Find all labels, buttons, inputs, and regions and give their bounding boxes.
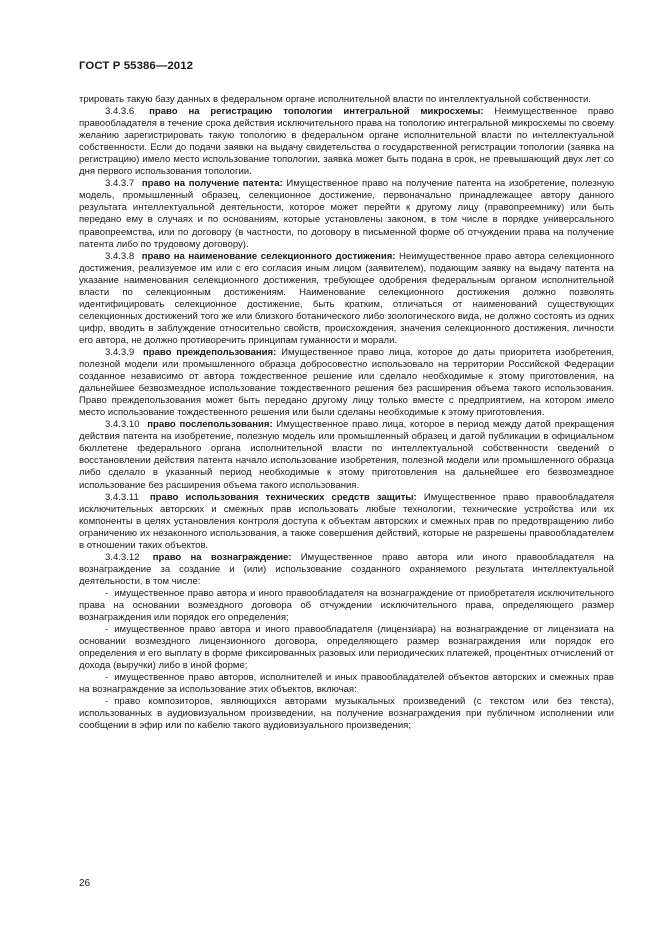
clause-3-4-3-9 (79, 347, 614, 419)
clause-term: право на регистрацию топологии интегральной микросхемы: (149, 106, 484, 118)
list-item (79, 624, 614, 672)
clause-number: 3.4.3.11 (105, 491, 139, 503)
clause-term: право использования технических средств защиты: (149, 491, 417, 503)
clause-definition: Неимущественное право автора селекционного достижения, реализуемое им или с его согласия иным лицом (заявителем), подающим заявку на выдачу патента на указание наименования селекционного достижения, требующее одобрения федеральным органом исполнительной власти по селекционным достижениям. Наименование селекционного достижения должно позволять идентифицировать селекционное достижение, быть кратким, отличаться от наименований существующих селекционных достижений того же или близкого ботанического либо зоологического вида, не должно состоять из одних цифр, вводить в заблуждение относительно свойств, происхождения, значения селекционного достижения, личности его автора, не должно противоречить принципам гуманности и морали. (79, 250, 615, 346)
clause-number: 3.4.3.8 (105, 250, 135, 262)
list-item (79, 672, 614, 696)
list-item-text: имущественное право автора и иного правообладателя на вознаграждение от приобретателя исключительного права на основании возмездного договора об отчуждении исключительного права, определяющего размер вознаграждения или порядок его определения; (79, 587, 614, 624)
list-item (79, 696, 614, 732)
list-dash: - (105, 624, 109, 636)
clause-number: 3.4.3.7 (105, 178, 135, 190)
clause-term: право на вознаграждение: (152, 551, 292, 563)
clause-definition: Имущественное право на получение патента на изобретение, полезную модель, промышленный образец, селекционное достижение, первоначально принадлежащее автору данного результата интеллектуальной деятельности, которое может перейти к другому лицу (правопреемнику) или быть передано ему в случаях и по основаниям, которые установлены законом, в том числе в порядке универсального правопреемства, или по договору (в частности, по договору в письменной форме об отчуждении права на получение патента либо по трудовому договору). (79, 178, 614, 250)
clause-definition: Имущественное право автора или иного правообладателя на вознаграждение за создание и (или) использование созданного охраняемого результата интеллектуальной деятельности, в том числе: (79, 551, 614, 587)
clause-number: 3.4.3.10 (105, 419, 140, 431)
clause-term: право преждепользования: (143, 346, 277, 358)
clause-term: право на наименование селекционного достижения: (141, 250, 396, 262)
clause-3-4-3-7 (79, 178, 614, 250)
list-item-text: имущественное право авторов, исполнителей и иных правообладателей объектов авторских и смежных прав на вознаграждение за использование этих объектов, включая: (79, 672, 614, 696)
list-dash: - (105, 587, 109, 599)
standard-header: ГОСТ Р 55386—2012 (79, 60, 194, 72)
clause-3-4-3-11 (79, 492, 614, 552)
clause-3-4-3-6 (79, 106, 614, 178)
clause-number: 3.4.3.9 (105, 346, 135, 358)
list-item (79, 588, 614, 624)
clause-definition: Имущественное право правообладателя исключительных авторских и смежных прав использовать любые технологии, технические устройства или их компоненты в целях установления контроля доступа к объектам авторских и смежных прав по предотвращению либо ограничению их незаконного использования, а также совершения действий, которые не разрешены правообладателем в отношении таких объектов. (79, 491, 615, 551)
clause-3-4-3-10 (79, 419, 614, 491)
document-body (79, 94, 614, 732)
list-dash: - (105, 672, 109, 684)
page-number: 26 (79, 878, 91, 889)
paragraph-text: трировать такую базу данных в федеральном органе исполнительной власти по интеллектуальной собственности. (79, 94, 591, 105)
list-item-text: право композиторов, являющихся авторами музыкальных произведений (с текстом или без текста), использованных в аудиовизуальном произведении, на получение вознаграждения при публичном исполнении или сообщении в эфир или по кабелю такого аудиовизуального произведения; (79, 696, 614, 732)
clause-definition: Имущественное право лица, которое до даты приоритета изобретения, полезной модели или промышленного образца добросовестно использовало на территории Российской Федерации созданное независимо от автора тождественное решение или сделало необходимые к этому приготовления, на дальнейшее безвозмездное использование тождественного решения без расширения объема такого использования. Право преждепользования может быть передано другому лицу только вместе с предприятием, на котором имело место использование тождественного решения или были сделаны необходимые к этому приготовления. (79, 346, 615, 419)
clause-3-4-3-8 (79, 251, 614, 347)
paragraph-continuation (79, 94, 614, 106)
list-dash: - (105, 696, 109, 708)
clause-number: 3.4.3.12 (105, 551, 140, 563)
clause-definition: Неимущественное право правообладателя в течение срока действия исключительного права на топологию интегральной микросхемы по своему желанию зарегистрировать такую топологию в федеральном органе исполнительной власти по интеллектуальной собственности. Если до подачи заявки на выдачу свидетельства о государственной регистрации топологии (заявка на регистрацию) имело место использование топологии, заявка может быть подана в срок, не превышающий двух лет со дня первого использования топологии. (79, 106, 614, 178)
clause-definition: Имущественное право лица, которое в период между датой прекращения действия патента на изобретение, полезную модель или промышленный образец и датой публикации в официальном бюллетене федерального органа исполнительной власти по интеллектуальной собственности сведений о восстановлении действия патента начало использование изобретения, полезной модели или промышленного образца либо сделало в указанный период необходимые к этому приготовления на дальнейшее его безвозмездное использование без расширения объема такого использования. (79, 419, 615, 491)
clause-number: 3.4.3.6 (105, 106, 135, 118)
clause-term: право послепользования: (147, 419, 273, 431)
clause-3-4-3-12 (79, 552, 614, 588)
list-item-text: имущественное право автора и иного правообладателя (лицензиара) на вознаграждение от лицензиата на основании возмездного лицензионного договора, определяющего размер вознаграждения или порядок его определения и его выплату в форме фиксированных разовых или периодических платежей, процентных отчислений от дохода (выручки) либо в иной форме; (79, 624, 614, 672)
clause-term: право на получение патента: (141, 178, 283, 190)
